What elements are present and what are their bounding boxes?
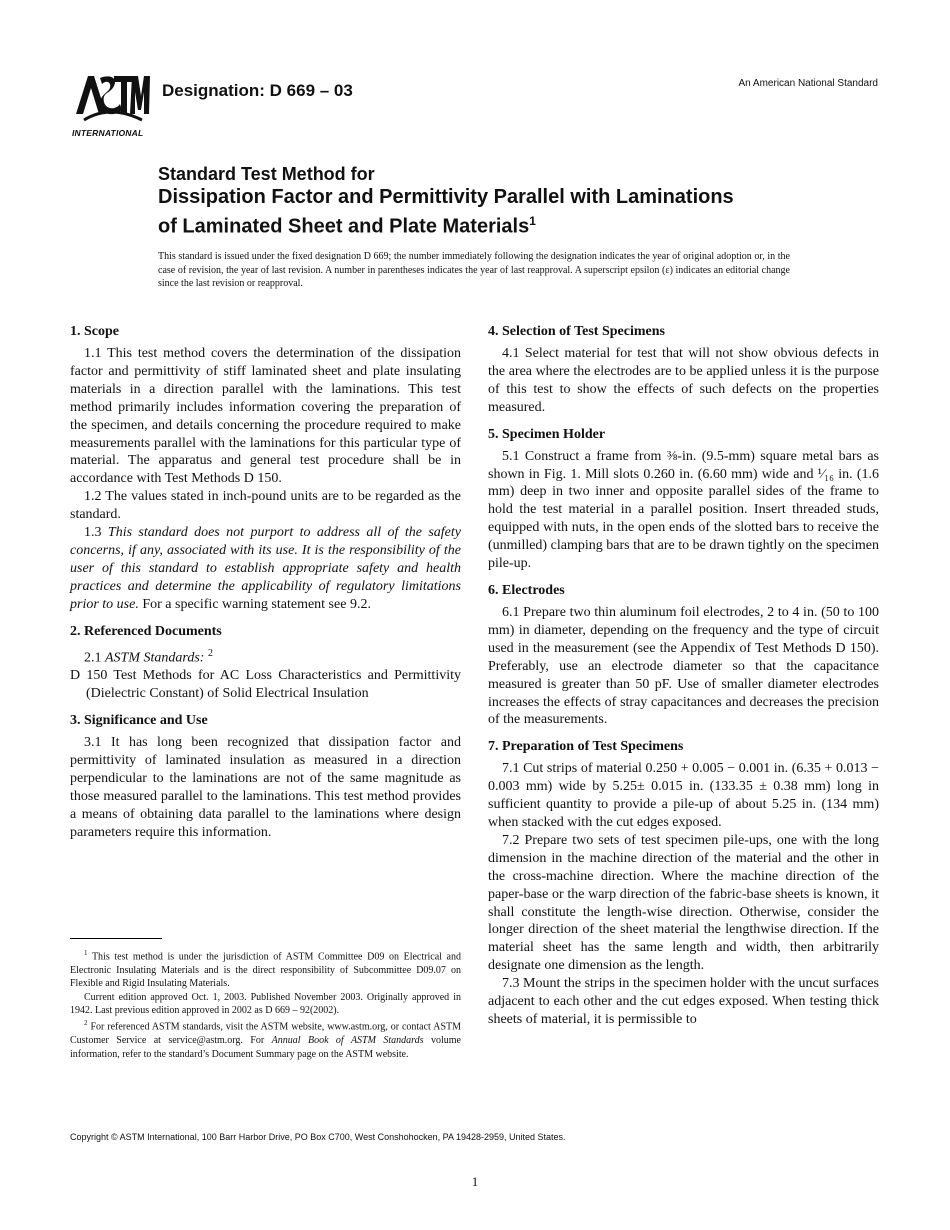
document-title [158, 164, 878, 239]
paragraph-1-1: 1.1 This test method covers the determination of the dissipation factor and permittivity of stiff laminated sheet and plate insulating materials in a direction parallel with the laminations. This test method primarily includes information covering the preparation of the specimen, and details concerning the procedure required to make measurements parallel with the laminations for this particular type of material. The apparatus and general test procedure shall be in accordance with Test Methods D 150. [70, 346, 461, 487]
paragraph-3-1: 3.1 It has long been recognized that dissipation factor and permittivity of laminated insulation as measured in a direction perpendicular to the laminations are not of the same magnitude as those measured parallel to the laminations. This test method provides a means of obtaining data parallel to the laminations where design parameters require this information. [70, 734, 461, 840]
paragraph-7-3: 7.3 Mount the strips in the specimen holder with the uncut surfaces adjacent to each other and the cut edges exposed. When testing thick sheets of material, it is permissible to [488, 976, 879, 1027]
paragraph-4-1: 4.1 Select material for test that will not show obvious defects in the area where the electrodes are to be applied unless it is the purpose of this test to show the effects of such defects on the properties measured. [488, 346, 879, 415]
right-column [488, 323, 879, 1029]
astm-logo [70, 70, 150, 138]
section-heading: 2. Referenced Documents [70, 623, 222, 639]
footnotes [70, 938, 461, 1061]
left-column [70, 323, 461, 841]
paragraph-7-2: 7.2 Prepare two sets of test specimen pile-ups, one with the long dimension in the machine direction of the material and the other in the cross-machine direction. Where the machine direction of the paper-base or the warp direction of the fabric-base sheets is known, it shall constitute the length-wise direction. Otherwise, consider the longer direction of the sheet material the lengthwise direction. If the material sheet has the same length and width, then arbitrarily designate one dimension as the length. [488, 832, 879, 974]
section-heading: 7. Preparation of Test Specimens [488, 739, 684, 755]
paragraph-5-1: 5.1 Construct a frame from ⅜-in. (9.5-mm) square metal bars as shown in Fig. 1. Mill slots 0.260 in. (6.60 mm) wide and ¹⁄₁₆ in. (1.6 mm) deep in two inner and opposite parallel sides of the frame to hold the test material in a parallel position. Insert threaded studs, equipped with nuts, in the open ends of the slotted bars to receive the (unmilled) clamping bars that are to be drawn tightly on the specimen pile-up. [488, 448, 879, 572]
paragraph-7-1: 7.1 Cut strips of material 0.250 + 0.005 − 0.001 in. (6.35 + 0.013 − 0.003 mm) wide by 5.25± 0.015 in. (133.35 ± 0.38 mm) long in sufficient quantity to provide a pile-up of about 5.25 in. (134 mm) when stacked with the cut edges exposed. [488, 761, 879, 831]
logo-wordmark: INTERNATIONAL [72, 128, 144, 138]
section-heading: 4. Selection of Test Specimens [488, 324, 665, 339]
paragraph-1-3: 1.3 This standard does not purport to address all of the safety concerns, if any, associated with its use. It is the responsibility of the user of this standard to establish appropriate safety and health practices and determine the applicability of regulatory limitations prior to use. For a specific warning statement see 9.2. [70, 525, 461, 612]
title-footnote-ref: 1 [529, 214, 536, 228]
page-number: 1 [471, 1174, 479, 1189]
title-line-1: Standard Test Method for [158, 164, 375, 184]
issue-note: This standard is issued under the fixed designation D 669; the number immediately following the designation indicates the year of original adoption or, in the case of revision, the year of last revision. A number in parentheses indicates the year of last reapproval. A superscript epsilon (ε) indicates an editorial change since the last revision or reapproval. [158, 251, 790, 289]
footnote-1: $^1$ This test method is under the jurisdiction of ASTM Committee D09 on Electrical and Electronic Insulating Materials and is the direct responsibility of Subcommittee D09.07 on Flexible and Rigid Insulating Materials. [70, 949, 461, 990]
footnote-2: $^2$ For referenced ASTM standards, visit the ASTM website, www.astm.org, or contact ASTM Customer Service at service@astm.org. For Annual Book of ASTM Standards volume information, refer to the standard’s Document Summary page on the ASTM website. [70, 1019, 462, 1060]
title-line-3: of Laminated Sheet and Plate Materials$^1$ [158, 214, 536, 238]
section-heading: 6. Electrodes [488, 582, 565, 598]
copyright-notice: Copyright © ASTM International, 100 Barr Harbor Drive, PO Box C700, West Conshohocken, PA 19428-2959, United States. [70, 1132, 566, 1142]
national-standard-label: An American National Standard [738, 78, 878, 89]
referenced-document: D 150 Test Methods for AC Loss Characteristics and Permittivity (Dielectric Constant) of Solid Electrical Insulation [70, 668, 461, 702]
title-line-2: Dissipation Factor and Permittivity Parallel with Laminations [158, 186, 734, 208]
designation: Designation: D 669 – 03 [162, 81, 353, 100]
paragraph-6-1: 6.1 Prepare two thin aluminum foil electrodes, 2 to 4 in. (50 to 100 mm) in diameter, depending on the frequency and the type of circuit used in the measurement (see the Appendix of Test Methods D 150). Preferably, use an electrode diameter so that the capacitance measured is greater than 50 pF. Use of smaller diameter electrodes increases the effects of stray capacitances and decreases the precision of the measurements. [488, 604, 879, 728]
paragraph-2-1: 2.1 ASTM Standards: $^2$ [84, 647, 213, 666]
section-heading: 3. Significance and Use [70, 712, 208, 728]
section-heading: 5. Specimen Holder [488, 426, 606, 442]
footnote-1-approval: Current edition approved Oct. 1, 2003. Published November 2003. Originally approved in 1942. Last previous edition approved in 2002 as D 669 – 92(2002). [70, 991, 461, 1016]
section-heading: 1. Scope [70, 324, 119, 339]
footnote-divider [70, 938, 162, 939]
paragraph-1-2: 1.2 The values stated in inch-pound units are to be regarded as the standard. [70, 489, 461, 523]
